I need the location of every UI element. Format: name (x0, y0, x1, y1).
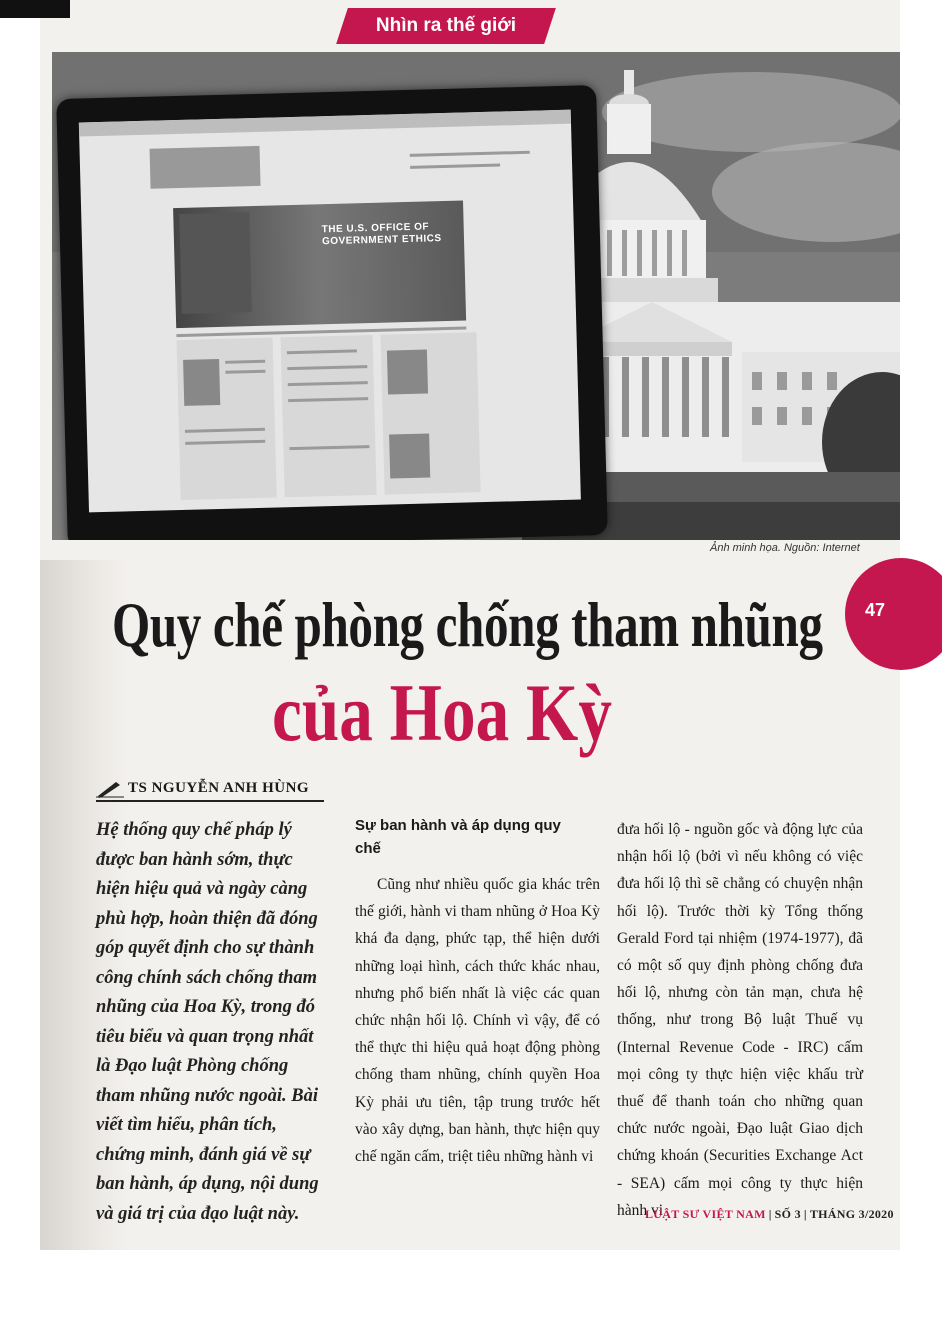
monitor-frame (56, 85, 608, 540)
text-line (288, 397, 368, 402)
body-column-2: đưa hối lộ - nguồn gốc và động lực của nhận hối lộ (bởi vì nếu không có việc đưa hối lộ thì sẽ chẳng có chuyện nhận hối lộ). Trước thời kỳ Tổng thống Gerald Ford tại nhiệm (1974-1977), đã có một số quy định phòng chống đưa hối lộ, nhưng còn tản mạn, chưa hệ thống, như trong Bộ luật Thuế vụ (Internal Revenue Code - IRC) cấm mọi công ty thực hiện việc khấu trừ thuế để thanh toán cho những quan chức nước ngoài, Đạo luật Giao dịch chứng khoán (Securities Exchange Act - SEA) cấm mọi công ty thực hiện hành vi (617, 821, 863, 1219)
website-banner (173, 201, 466, 329)
footer-separator: | (768, 1207, 772, 1221)
monitor-screen (79, 110, 581, 513)
footer-separator: | (803, 1207, 807, 1221)
body-column-1: Cũng như nhiều quốc gia khác trên thế giới, hành vi tham nhũng ở Hoa Kỳ khá đa dạng, phức tạp, thể hiện dưới những loại hình, cách thức khác nhau, nhưng phổ biến nhất là việc các quan chức nhận hối lộ. Chính vì vậy, để có thể thực thi hiệu quả hoạt động phòng chống tham nhũng, chính quyền Hoa Kỳ phải ưu tiên, tập trung trước hết vào xây dựng, ban hành, thực hiện quy chế ngăn cấm, triệt tiêu những hành vi (355, 876, 600, 1166)
section-heading: Sự ban hành và áp dụng quy chế (355, 817, 561, 857)
page-footer (645, 1207, 894, 1222)
text-line (287, 365, 367, 370)
issue-date: THÁNG 3/2020 (809, 1207, 894, 1221)
image-caption: Ảnh minh họa. Nguồn: Internet (710, 542, 860, 554)
nav-line (410, 151, 530, 157)
text-line (185, 440, 265, 445)
website-heading: THE U.S. OFFICE OF GOVERNMENT ETHICS (321, 221, 442, 248)
lead-paragraph: Hệ thống quy chế pháp lý được ban hành sớm, thực hiện hiệu quả và ngày càng phù hợp, hoàn thiện đã đóng góp quyết định cho sự thành công chính sách chống tham nhũng của Hoa Kỳ, trong đó tiêu biểu và quan trọng nhất là Đạo luật Phòng chống tham nhũng nước ngoài. Bài viết tìm hiểu, phân tích, chứng minh, đánh giá về sự ban hành, áp dụng, nội dung và giá trị của đạo luật này. (96, 820, 319, 1224)
text-line (288, 381, 368, 386)
text-line (225, 370, 265, 374)
website-logo (150, 146, 261, 189)
person-photo (183, 359, 220, 406)
text-line (225, 360, 265, 364)
browser-toolbar (79, 110, 571, 137)
magazine-name: LUẬT SƯ VIỆT NAM (645, 1207, 766, 1221)
article-title-line1: Quy chế phòng chống tham nhũng (112, 590, 823, 660)
issue-number: SỐ 3 (774, 1207, 801, 1221)
website-column-right (380, 332, 480, 494)
page-number: 47 (864, 600, 886, 620)
article-title-line2: của Hoa Kỳ (272, 667, 612, 758)
section-label: Nhìn ra thế giới (375, 15, 517, 36)
website-column-middle (281, 335, 377, 497)
website-menu (179, 212, 252, 314)
website-column-left (177, 338, 277, 500)
pen-icon (96, 780, 126, 798)
scan-corner (0, 0, 70, 18)
eagle-photo (389, 433, 430, 478)
nav-line (410, 164, 500, 169)
text-line (287, 349, 357, 354)
author-name: TS NGUYỄN ANH HÙNG (128, 780, 310, 796)
illustration-photo (52, 52, 900, 540)
text-line (185, 428, 265, 433)
author-byline (96, 778, 324, 802)
flag-photo (387, 350, 428, 395)
text-line (289, 445, 369, 450)
